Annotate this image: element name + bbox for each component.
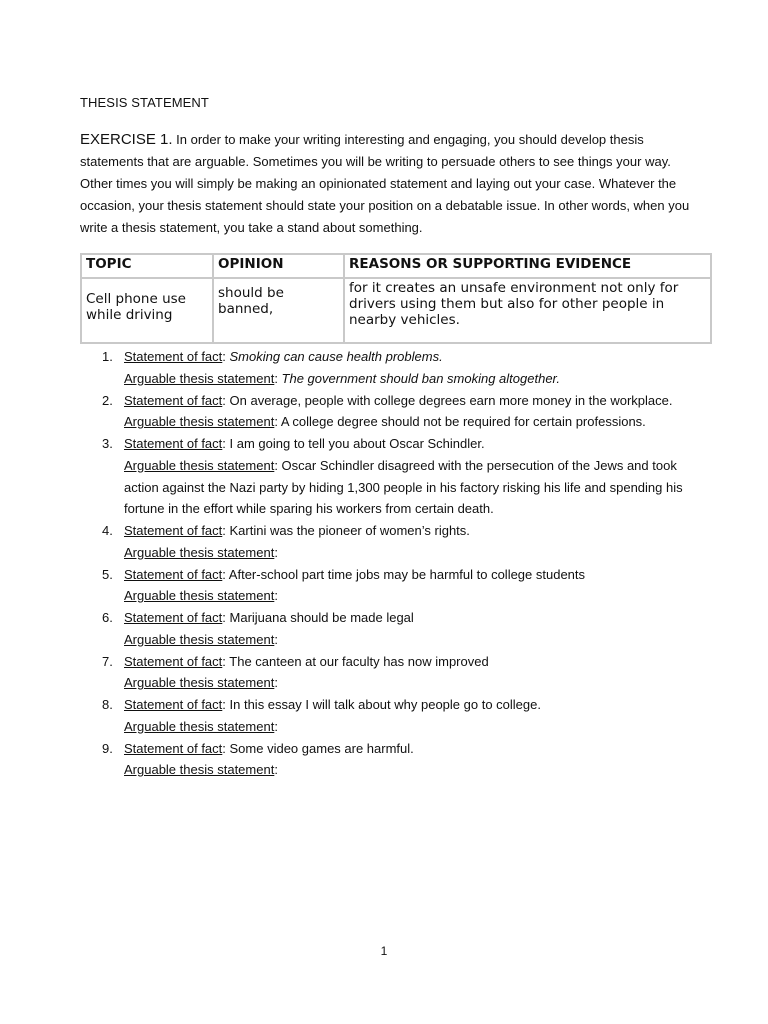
- list-item: [80, 738, 700, 782]
- page-number: 1: [380, 944, 388, 958]
- thesis-label: Arguable thesis statement: [124, 370, 275, 386]
- list-item: [80, 564, 700, 608]
- list-item: [80, 390, 700, 434]
- fact-line: Statement of fact: Kartini was the pioneer of women’s rights.: [124, 523, 470, 538]
- list-item: [80, 520, 700, 564]
- fact-text: Kartini was the pioneer of women’s rights.: [229, 523, 470, 538]
- thesis-line: Arguable thesis statement:: [124, 762, 278, 778]
- thesis-label: Arguable thesis statement: [124, 414, 275, 430]
- thesis-line: Arguable thesis statement:: [124, 544, 278, 560]
- item-number: 8.: [102, 697, 113, 712]
- table-header-cell: OPINION: [213, 254, 344, 278]
- thesis-label: Arguable thesis statement: [124, 762, 275, 778]
- fact-line: Statement of fact: On average, people with college degrees earn more money in the workplace.: [124, 392, 673, 408]
- thesis-line: Arguable thesis statement:: [124, 631, 278, 647]
- list-item: [80, 346, 700, 390]
- thesis-line: Arguable thesis statement:: [124, 675, 278, 691]
- exercise-intro: [80, 129, 690, 239]
- item-number: 4.: [102, 523, 113, 538]
- exercise-text: In order to make your writing interesting and engaging, you should develop thesis statements that are arguable. Sometimes you will be writing to persuade others to see things your way. Other times you will simply be making an opinionated statement and laying out your case. Whatever the occasion, your thesis statement should state your position on a debatable issue. In other words, when you write a thesis statement, you take a stand about something.: [80, 132, 690, 235]
- fact-line: Statement of fact: After-school part time jobs may be harmful to college students: [124, 566, 586, 582]
- fact-text: Smoking can cause health problems.: [229, 349, 443, 364]
- item-number: 1.: [102, 349, 113, 364]
- fact-label: Statement of fact: [124, 697, 223, 712]
- item-number: 5.: [102, 566, 113, 582]
- fact-label: Statement of fact: [124, 436, 223, 451]
- thesis-label: Arguable thesis statement: [124, 588, 275, 604]
- table-header-cell: REASONS OR SUPPORTING EVIDENCE: [344, 254, 711, 278]
- fact-label: Statement of fact: [124, 349, 223, 364]
- list-item: [80, 694, 700, 738]
- fact-label: Statement of fact: [124, 523, 223, 538]
- list-item: [80, 651, 700, 695]
- fact-text: In this essay I will talk about why people go to college.: [229, 697, 541, 712]
- thesis-label: Arguable thesis statement: [124, 631, 275, 647]
- item-number: 6.: [102, 610, 113, 625]
- fact-line: Statement of fact: Some video games are harmful.: [124, 740, 414, 756]
- table-cell: for it creates an unsafe environment not only for drivers using them but also for other people in nearby vehicles.: [344, 278, 711, 343]
- fact-line: Statement of fact: I am going to tell you about Oscar Schindler.: [124, 436, 485, 451]
- thesis-line: Arguable thesis statement: The government should ban smoking altogether.: [124, 370, 561, 386]
- fact-text: On average, people with college degrees earn more money in the workplace.: [229, 392, 673, 408]
- thesis-line: Arguable thesis statement: A college degree should not be required for certain professions.: [124, 414, 646, 430]
- exercise-list: [80, 346, 700, 781]
- thesis-line: Arguable thesis statement: Oscar Schindler disagreed with the persecution of the Jews and took action against the Nazi party by hiding 1,300 people in his factory risking his life and spending his fortune in the effort while sparing his workers from certain death.: [124, 457, 683, 517]
- example-table: [80, 253, 712, 344]
- fact-label: Statement of fact: [124, 740, 223, 756]
- fact-text: I am going to tell you about Oscar Schindler.: [229, 436, 485, 451]
- fact-text: Some video games are harmful.: [229, 740, 414, 756]
- exercise-label: EXERCISE 1.: [80, 131, 173, 148]
- thesis-line: Arguable thesis statement:: [124, 718, 278, 734]
- fact-label: Statement of fact: [124, 610, 223, 625]
- fact-label: Statement of fact: [124, 392, 223, 408]
- fact-text: After-school part time jobs may be harmful to college students: [228, 566, 586, 582]
- table-row: [81, 278, 711, 343]
- item-number: 7.: [102, 653, 113, 669]
- table-header-row: [81, 254, 711, 278]
- thesis-label: Arguable thesis statement: [124, 675, 275, 691]
- table-cell: should be banned,: [213, 278, 344, 343]
- thesis-label: Arguable thesis statement: [124, 718, 275, 734]
- fact-label: Statement of fact: [124, 653, 223, 669]
- fact-line: Statement of fact: Smoking can cause health problems.: [124, 349, 443, 364]
- thesis-text: The government should ban smoking altogether.: [281, 370, 561, 386]
- thesis-label: Arguable thesis statement: [124, 457, 275, 473]
- thesis-text: A college degree should not be required for certain professions.: [280, 414, 646, 430]
- thesis-line: Arguable thesis statement:: [124, 588, 278, 604]
- fact-line: Statement of fact: The canteen at our faculty has now improved: [124, 653, 489, 669]
- item-number: 3.: [102, 436, 113, 451]
- fact-line: Statement of fact: In this essay I will talk about why people go to college.: [124, 697, 541, 712]
- list-item: [80, 433, 700, 520]
- fact-text: Marijuana should be made legal: [229, 610, 414, 625]
- table-cell: Cell phone use while driving: [81, 278, 213, 343]
- thesis-label: Arguable thesis statement: [124, 544, 275, 560]
- fact-text: The canteen at our faculty has now improved: [229, 653, 489, 669]
- item-number: 9.: [102, 740, 113, 756]
- thesis-text: Oscar Schindler disagreed with the persecution of the Jews and took action against the Nazi party by hiding 1,300 people in his factory risking his life and spending his fortune in the effort while sparing his workers from certain death.: [124, 457, 683, 517]
- table-header-cell: TOPIC: [81, 254, 213, 278]
- fact-label: Statement of fact: [124, 566, 223, 582]
- item-number: 2.: [102, 392, 113, 408]
- page-title: THESIS STATEMENT: [80, 95, 209, 110]
- list-item: [80, 607, 700, 651]
- fact-line: Statement of fact: Marijuana should be made legal: [124, 610, 414, 625]
